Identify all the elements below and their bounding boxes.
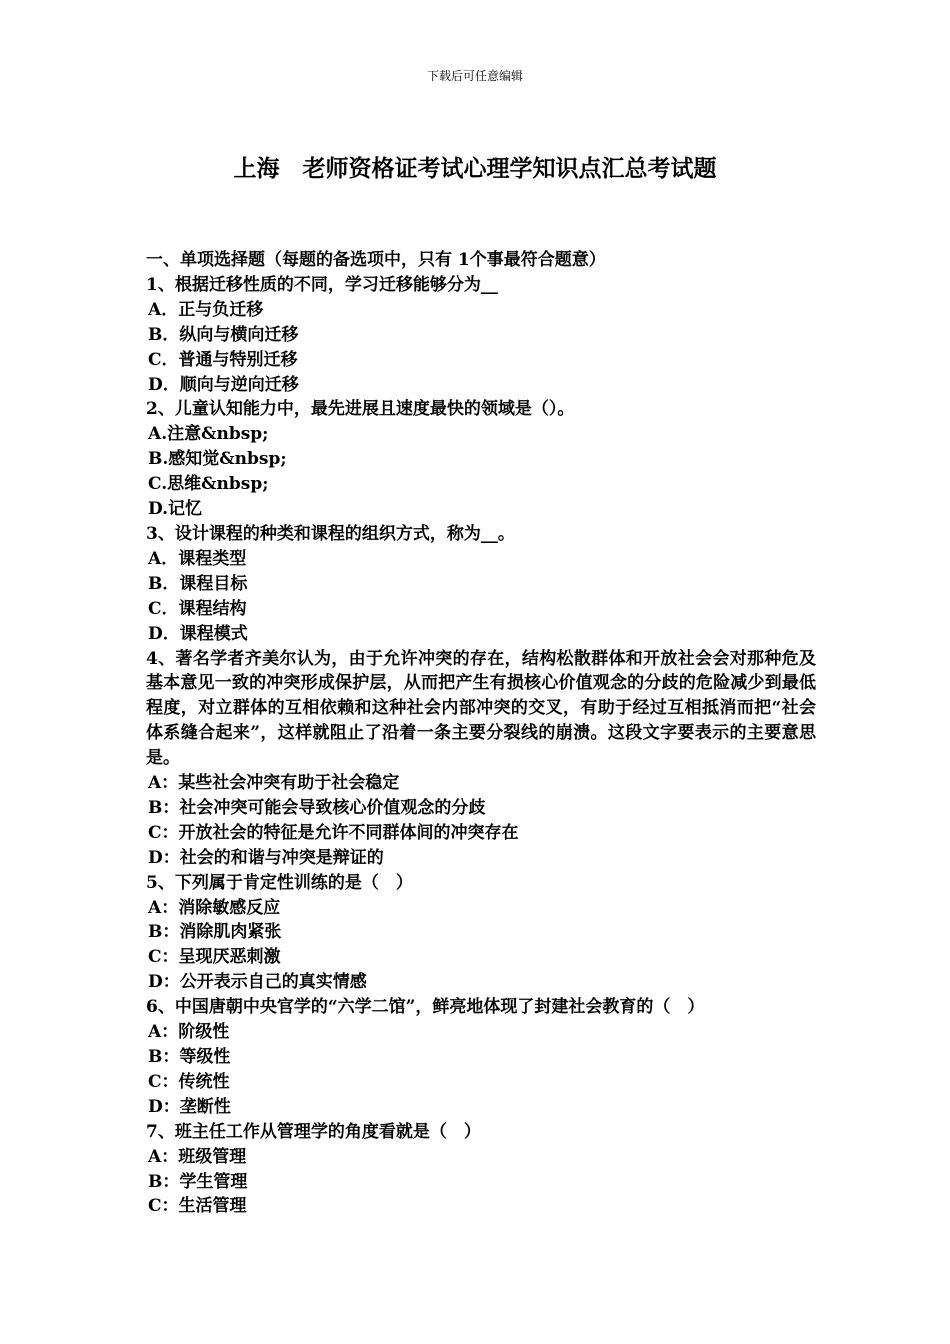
option-d: D：垄断性 <box>148 1096 231 1117</box>
option-b: B：消除肌肉紧张 <box>148 922 282 943</box>
option-d: D．顺向与逆向迁移 <box>148 374 299 395</box>
option-b: B．课程目标 <box>148 573 248 594</box>
option-a: A：班级管理 <box>148 1146 247 1167</box>
option-a: A：消除敏感反应 <box>148 897 281 918</box>
option-a: A：阶级性 <box>148 1022 230 1043</box>
option-c: C：生活管理 <box>148 1196 247 1217</box>
option-c: C：开放社会的特征是允许不同群体间的冲突存在 <box>148 822 519 843</box>
question-stem: 5、下列属于肯定性训练的是（ ） <box>146 872 413 893</box>
question-stem: 2、儿童认知能力中，最先进展且速度最快的领域是（）。 <box>146 399 575 420</box>
option-b: B：学生管理 <box>148 1171 248 1192</box>
option-b: B：社会冲突可能会导致核心价值观念的分歧 <box>148 797 486 818</box>
document-title: 上海 老师资格证考试心理学知识点汇总考试题 <box>233 155 717 182</box>
question-3 <box>146 522 816 647</box>
option-c: C．普通与特别迁移 <box>148 349 298 370</box>
option-a: A.注意&nbsp; <box>148 424 269 445</box>
question-6 <box>146 995 816 1120</box>
question-5 <box>146 871 816 996</box>
question-stem: 6、中国唐朝中央官学的“六学二馆”，鲜亮地体现了封建社会教育的（ ） <box>146 997 705 1018</box>
option-a: A．正与负迁移 <box>148 299 264 320</box>
question-stem: 4、著名学者齐美尔认为，由于允许冲突的存在，结构松散群体和开放社会会对那种危及基本意见一致的冲突形成保护层，从而把产生有损核心价值观念的分歧的危险减少到最低程度，对立群体的互相依赖和这种社会内部冲突的交叉，有助于经过互相抵消而把“社会体系缝合起来”，这样就阻止了沿着一条主要分裂线的崩溃。这段文字要表示的主要意思是。 <box>146 648 816 769</box>
question-7 <box>146 1120 816 1220</box>
question-stem: 7、班主任工作从管理学的角度看就是（ ） <box>146 1121 481 1142</box>
question-2 <box>146 397 816 522</box>
option-b: B：等级性 <box>148 1047 231 1067</box>
option-c: C：传统性 <box>148 1071 230 1092</box>
option-c: C.思维&nbsp; <box>148 474 269 495</box>
question-stem: 1、根据迁移性质的不同，学习迁移能够分为__ <box>146 274 498 295</box>
option-b: B.感知觉&nbsp; <box>148 449 287 470</box>
question-4 <box>146 647 816 871</box>
option-a: A：某些社会冲突有助于社会稳定 <box>148 773 400 794</box>
document-body <box>146 248 816 1219</box>
option-d: D：公开表示自己的真实情感 <box>148 972 367 993</box>
option-c: C：呈现厌恶刺激 <box>148 947 281 968</box>
option-b: B．纵向与横向迁移 <box>148 324 299 345</box>
option-d: D.记忆 <box>148 499 203 520</box>
option-d: D：社会的和谐与冲突是辩证的 <box>148 847 384 868</box>
question-stem: 3、设计课程的种类和课程的组织方式，称为__。 <box>146 523 515 544</box>
option-a: A．课程类型 <box>148 548 247 569</box>
option-c: C．课程结构 <box>148 598 247 619</box>
question-1 <box>146 273 816 398</box>
section-heading: 一、单项选择题（每题的备选项中，只有 1个事最符合题意） <box>146 250 606 270</box>
header-note: 下载后可任意编辑 <box>426 69 523 83</box>
option-d: D．课程模式 <box>148 623 248 644</box>
